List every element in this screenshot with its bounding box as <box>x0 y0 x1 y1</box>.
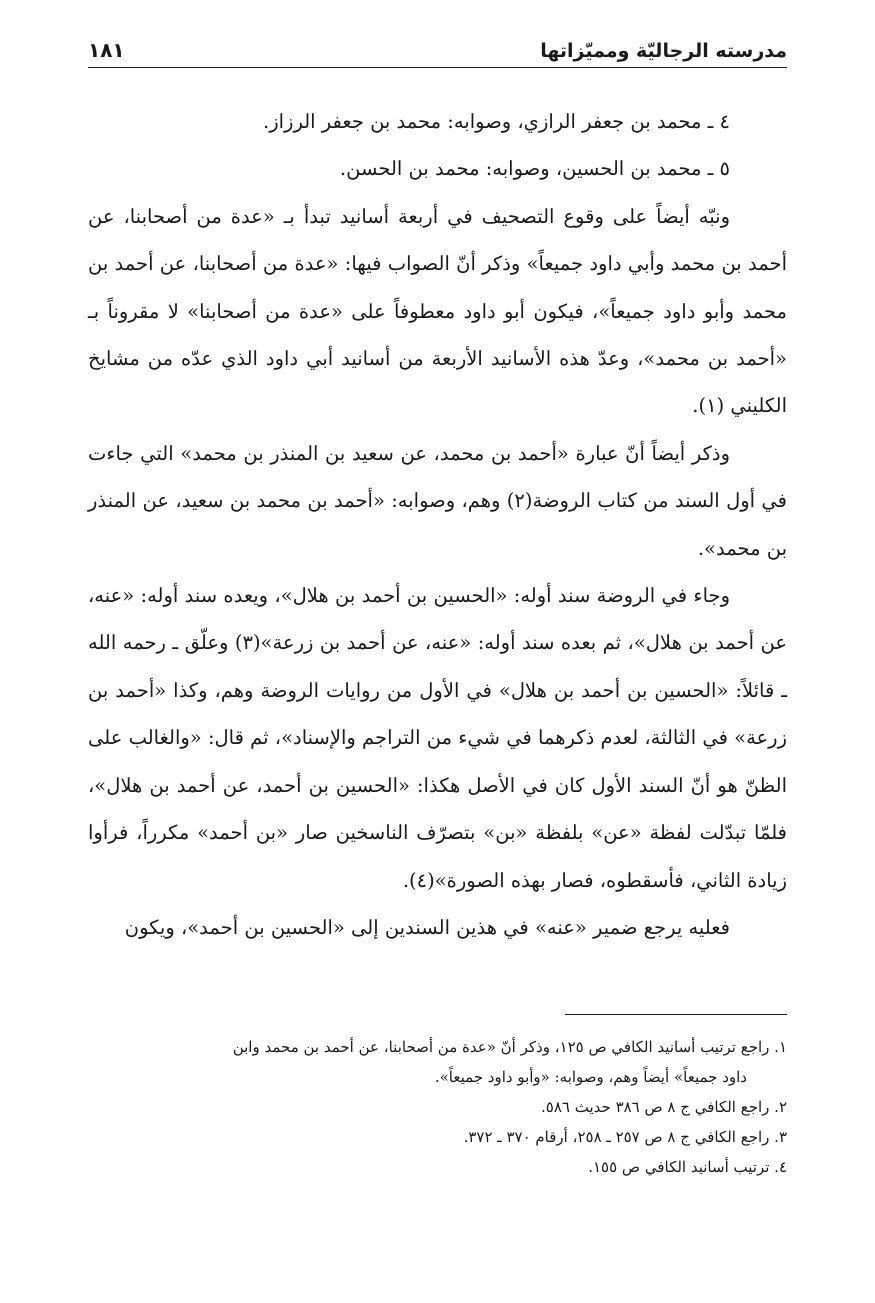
list-item: ٥ ـ محمد بن الحسين، وصوابه: محمد بن الحسن. <box>339 157 730 181</box>
footnote-2: ٢. راجع الكافي ج ٨ ص ٣٨٦ حديث ٥٨٦. <box>541 1098 787 1116</box>
paragraph: وذكر أيضاً أنّ عبارة «أحمد بن محمد، عن سعيد بن المنذر بن محمد» التي جاءت في أول السند من كتاب الروضة(٢) وهم، وصوابه: «أحمد بن محمد بن سعيد، عن المنذر بن محمد». <box>88 441 787 560</box>
page-number: ١٨١ <box>88 38 125 62</box>
footnotes <box>88 1032 787 1182</box>
footnote-separator <box>565 1014 787 1015</box>
header-rule <box>88 67 787 68</box>
running-title: مدرسته الرجاليّة ومميّزاتها <box>540 40 787 62</box>
footnote-4: ٤. ترتيب أسانيد الكافي ص ١٥٥. <box>588 1158 787 1176</box>
paragraph: ونبّه أيضاً على وقوع التصحيف في أربعة أسانيد تبدأ بـ «عدة من أصحابنا، عن أحمد بن محمد وأبي داود جميعاً» وذكر أنّ الصواب فيها: «عدة من أصحابنا، عن أحمد بن محمد وأبو داود جميعاً»، فيكون أبو داود معطوفاً على «عدة من أصحابنا» لا مقروناً بـ «أحمد بن محمد»، وعدّ هذه الأسانيد الأربعة من أسانيد أبي داود الذي عدّه من مشايخ الكليني (١). <box>88 204 787 418</box>
footnote-1-continuation: داود جميعاً» أيضاً وهم، وصوابه: «وأبو داود جميعاً». <box>434 1068 747 1086</box>
page-header <box>88 32 787 62</box>
paragraph: وجاء في الروضة سند أوله: «الحسين بن أحمد بن هلال»، ويعده سند أوله: «عنه، عن أحمد بن هلال»، ثم بعده سند أوله: «عنه، عن أحمد بن زرعة»(٣) وعلّق ـ رحمه الله ـ قائلاً: «الحسين بن أحمد بن هلال» في الأول من روايات الروضة وهم، وكذا «أحمد بن زرعة» في الثالثة، لعدم ذكرهما في شيء من التراجم والإسناد»، ثم قال: «والغالب على الظنّ هو أنّ السند الأول كان في الأصل هكذا: «الحسين بن أحمد، عن أحمد بن هلال»، فلمّا تبدّلت لفظة «عن» بلفظة «بن» بتصرّف الناسخين صار «بن أحمد» مكرراً، فرأوا زيادة الثاني، فأسقطوه، فصار بهذه الصورة»(٤). <box>88 584 787 892</box>
paragraph: فعليه يرجع ضمير «عنه» في هذين السندين إلى «الحسين بن أحمد»، ويكون <box>124 915 730 939</box>
footnote-3: ٣. راجع الكافي ج ٨ ص ٢٥٧ ـ ٢٥٨، أرقام ٣٧٠ ـ ٣٧٢. <box>463 1128 787 1146</box>
footnote-1: ١. راجع ترتيب أسانيد الكافي ص ١٢٥، وذكر أنّ «عدة من أصحابنا، عن أحمد بن محمد وابن <box>232 1038 787 1056</box>
main-text <box>88 98 787 951</box>
list-item: ٤ ـ محمد بن جعفر الرازي، وصوابه: محمد بن جعفر الرزاز. <box>263 110 730 133</box>
